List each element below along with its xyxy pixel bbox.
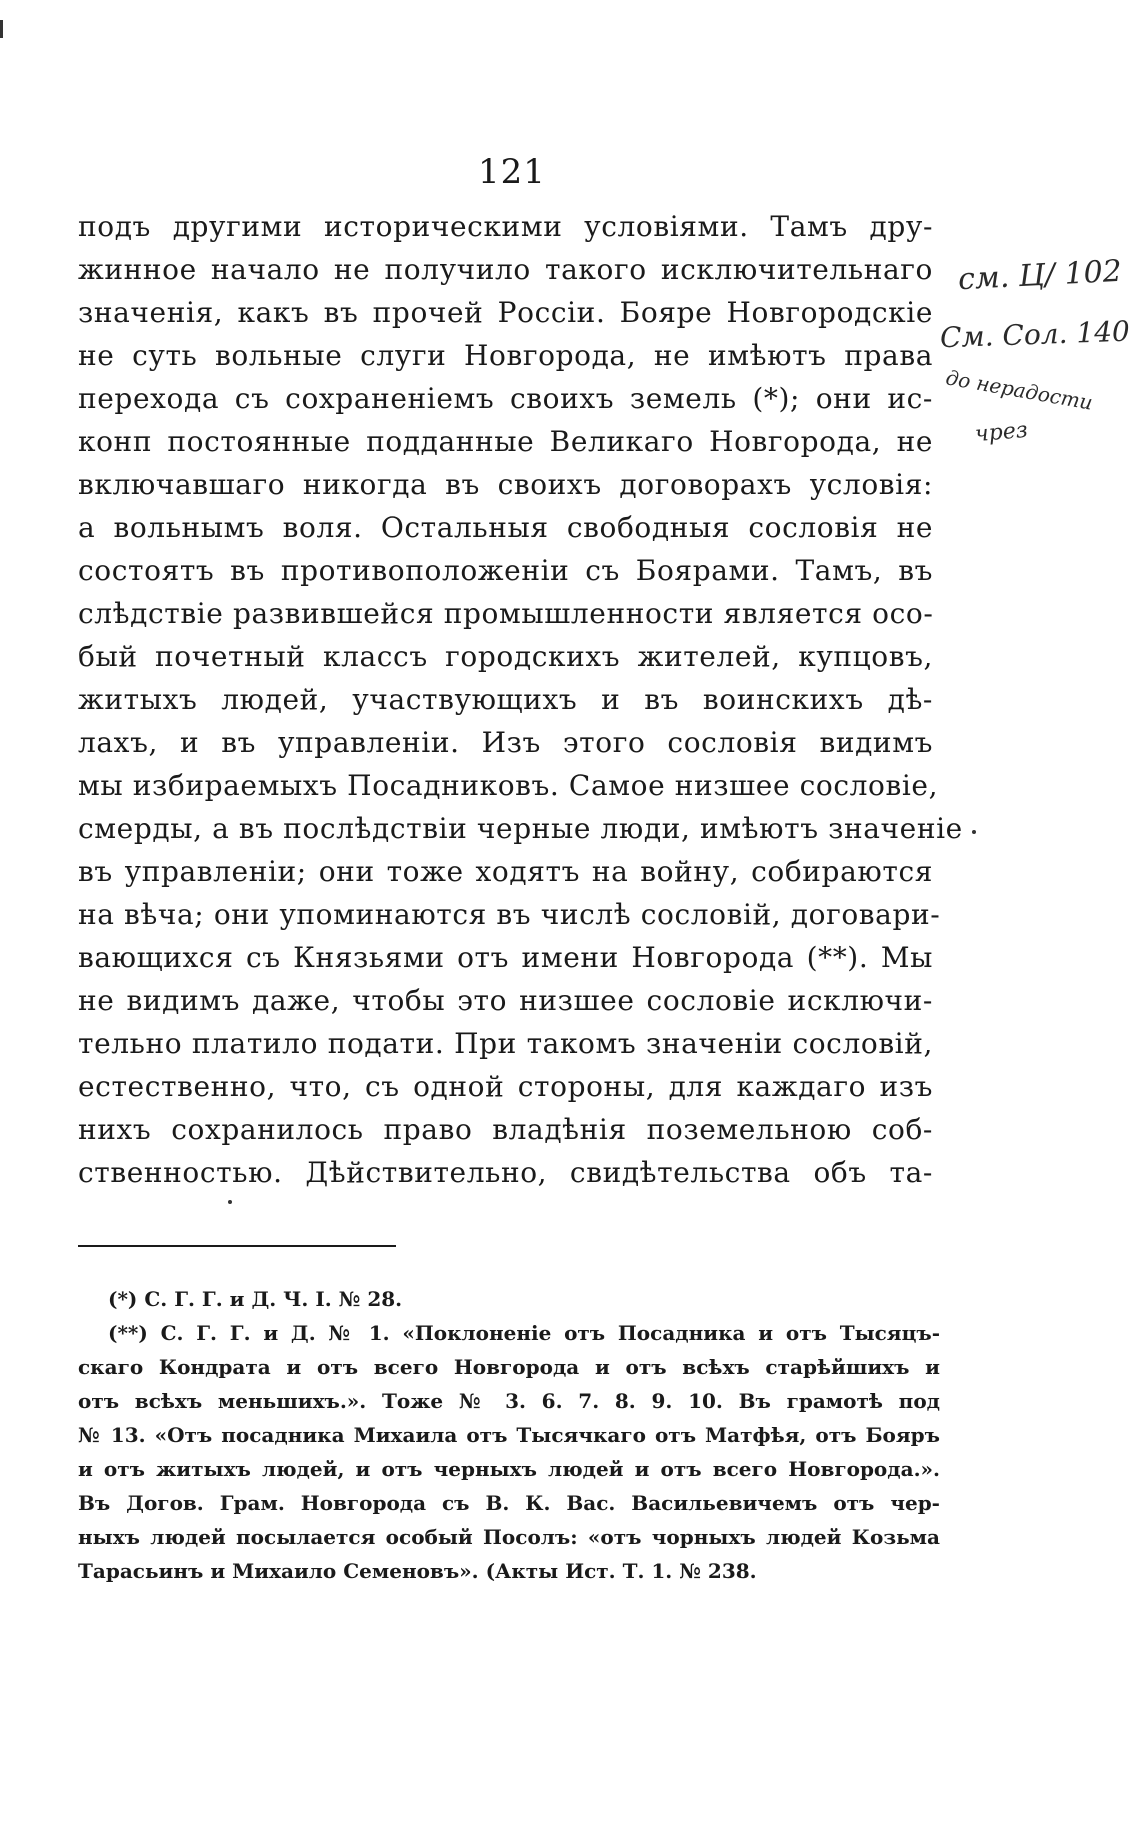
text-line: перехода съ сохраненіемъ своихъ земель (*); они ис- <box>78 382 933 415</box>
text-line: жинное начало не получило такого исключительнаго <box>78 253 933 286</box>
footnote-2-line: скаго Кондрата и отъ всего Новгорода и отъ всѣхъ старѣйшихъ и <box>78 1355 940 1379</box>
text-line: а вольнымъ воля. Остальныя свободныя сословія не <box>78 511 933 544</box>
text-line: значенія, какъ въ прочей Россіи. Бояре Новгородскіе <box>78 296 933 329</box>
text-line: не видимъ даже, чтобы это низшее сословіе исключи- <box>78 984 933 1017</box>
handwritten-margin-note: см. Ц/ 102 <box>957 253 1123 298</box>
text-line: житыхъ людей, участвующихъ и въ воинскихъ дѣ- <box>78 683 933 716</box>
text-line: включавшаго никогда въ своихъ договорахъ условія: <box>78 468 933 501</box>
text-line: нихъ сохранилось право владѣнія поземельною соб- <box>78 1113 933 1146</box>
scan-edge-mark <box>0 20 3 38</box>
handwritten-margin-note: до нерадости <box>944 365 1095 415</box>
text-line: ственностью. Дѣйствительно, свидѣтельства объ та- <box>78 1156 933 1189</box>
footnote-2-line: (**) С. Г. Г. и Д. № 1. «Поклоненіе отъ Посадника и отъ Тысяцъ- <box>108 1321 940 1345</box>
text-line: лахъ, и въ управленіи. Изъ этого сословія видимъ <box>78 726 933 759</box>
footnote-2-line: Въ Догов. Грам. Новгорода съ В. К. Вас. Васильевичемъ отъ чер- <box>78 1491 940 1515</box>
text-line: тельно платило подати. При такомъ значеніи сословій, <box>78 1027 933 1060</box>
footnote-2-line: отъ всѣхъ меньшихъ.». Тоже № 3. 6. 7. 8. 9. 10. Въ грамотѣ под <box>78 1389 940 1413</box>
text-line: не суть вольные слуги Новгорода, не имѣютъ права <box>78 339 933 372</box>
text-line: подъ другими историческими условіями. Тамъ дру- <box>78 210 933 243</box>
text-line: на вѣча; они упоминаются въ числѣ сословій, договари- <box>78 898 941 931</box>
ink-speck <box>972 830 976 834</box>
text-line: вающихся съ Князьями отъ имени Новгорода (**). Мы <box>78 941 933 974</box>
text-line: конп постоянные подданные Великаго Новгорода, не <box>78 425 933 458</box>
ink-speck <box>228 1200 232 1204</box>
text-line: бый почетный классъ городскихъ жителей, купцовъ, <box>78 640 933 673</box>
footnote-2-line: № 13. «Отъ посадника Михаила отъ Тысячкаго отъ Матфѣя, отъ Бояръ <box>78 1423 940 1447</box>
text-line: слѣдствіе развившейся промышленности является осо- <box>78 597 934 630</box>
footnote-2-line: ныхъ людей посылается особый Посолъ: «отъ чорныхъ людей Козьма <box>78 1525 940 1549</box>
footnote-2-line: Тарасьинъ и Михаило Семеновъ». (Акты Ист. Т. 1. № 238. <box>78 1559 757 1583</box>
text-line: смерды, а въ послѣдствіи черные люди, имѣютъ значеніе <box>78 812 963 845</box>
footnote-1: (*) С. Г. Г. и Д. Ч. I. № 28. <box>108 1287 403 1311</box>
text-line: естественно, что, съ одной стороны, для каждаго изъ <box>78 1070 933 1103</box>
page-number: 121 <box>478 152 546 192</box>
handwritten-margin-note: чрез <box>974 417 1029 448</box>
footnotes <box>78 1282 940 1588</box>
text-line: въ управленіи; они тоже ходятъ на войну, собираются <box>78 855 933 888</box>
body-text <box>78 205 963 1194</box>
footnote-2-line: и отъ житыхъ людей, и отъ черныхъ людей и отъ всего Новгорода.». <box>78 1457 940 1481</box>
footnote-rule <box>78 1245 396 1247</box>
text-line: мы избираемыхъ Посадниковъ. Самое низшее сословіе, <box>78 769 939 802</box>
handwritten-margin-note: См. Сол. 140 <box>939 314 1131 355</box>
text-line: состоятъ въ противоположеніи съ Боярами. Тамъ, въ <box>78 554 933 587</box>
